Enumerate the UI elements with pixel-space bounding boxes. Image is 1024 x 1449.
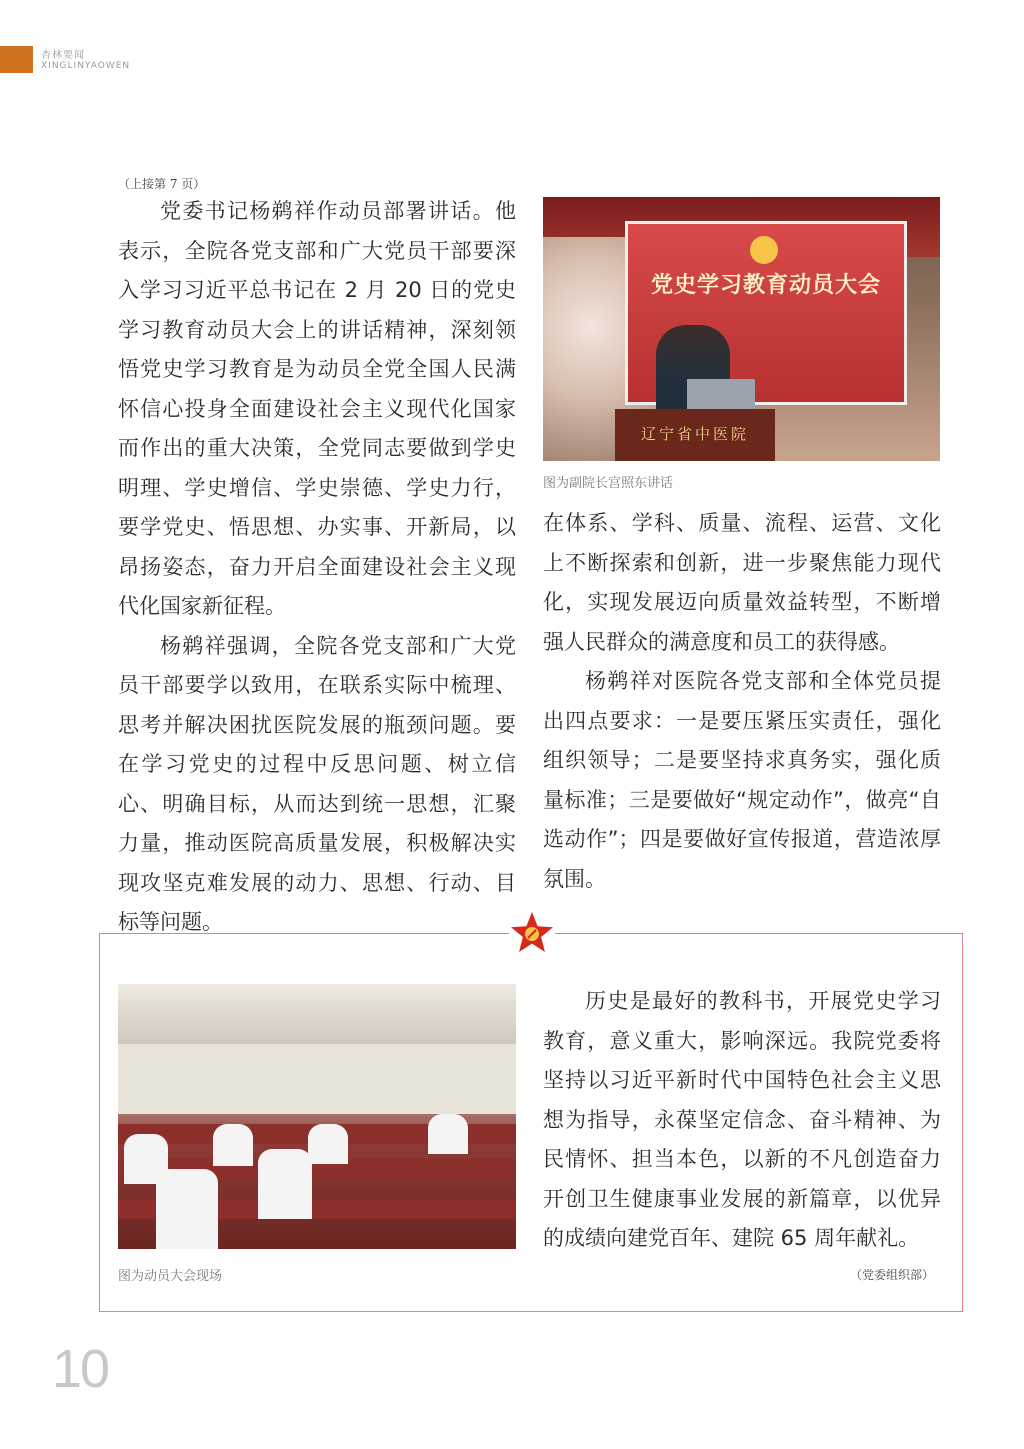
screen-title: 党史学习教育动员大会 xyxy=(650,273,881,298)
party-emblem-icon xyxy=(750,236,778,264)
ceiling xyxy=(118,984,516,1044)
paragraph: 党委书记杨鹈祥作动员部署讲话。他表示，全院各党支部和广大党员干部要深入学习习近平总书记在 2 月 20 日的党史学习教育动员大会上的讲话精神，深刻领悟党史学习教育是为动员全党全国人民满怀信心投身全面建设社会主义现代化国家而作出的重大决策，全党同志要做到学史明理、学史增信、学史崇德、学史力行，要学党史、悟思想、办实事、开新局，以昂扬姿态，奋力开启全面建设社会主义现代化国家新征程。 xyxy=(118,199,516,618)
paragraph: 杨鹈祥强调，全院各党支部和广大党员干部要学以致用，在联系实际中梳理、思考并解决困扰医院发展的瓶颈问题。要在学习党史的过程中反思问题、树立信心、明确目标，从而达到统一思想，汇聚力量，推动医院高质量发展，积极解决实现攻坚克难发展的动力、思想、行动、目标等问题。 xyxy=(118,633,516,934)
page-number: 10 xyxy=(52,1339,109,1399)
closing-text xyxy=(543,982,941,1259)
continued-note: （上接第 7 页） xyxy=(118,177,206,191)
attendee xyxy=(258,1149,312,1219)
attendee xyxy=(308,1124,348,1164)
left-column xyxy=(118,192,516,943)
right-column xyxy=(543,504,941,899)
attendee xyxy=(428,1114,468,1154)
paragraph: 历史是最好的教科书，开展党史学习教育，意义重大，影响深远。我院党委将坚持以习近平新时代中国特色社会主义思想为指导，永葆坚定信念、奋斗精神、为民情怀、担当本色，以新的不凡创造奋力开创卫生健康事业发展的新篇章，以优异的成绩向建党百年、建院 65 周年献礼。 xyxy=(543,989,941,1250)
section-title: 杏林要闻 xyxy=(41,50,85,61)
section-subtitle: XINGLINYAOWEN xyxy=(41,61,131,71)
attendee xyxy=(124,1134,168,1184)
photo-caption: 图为副院长宫照东讲话 xyxy=(543,476,674,491)
party-star-icon xyxy=(509,910,555,956)
speaker-photo xyxy=(543,197,940,461)
podium xyxy=(615,409,775,461)
paragraph: 杨鹈祥对医院各党支部和全体党员提出四点要求：一是要压紧压实责任，强化组织领导；二是要坚持求真务实，强化质量标准；三是要做好“规定动作”，做亮“自选动作”；四是要做好宣传报道，营造浓厚氛围。 xyxy=(543,669,941,891)
laptop xyxy=(687,379,755,409)
attendee xyxy=(213,1124,253,1166)
audience-photo xyxy=(118,984,516,1249)
photo-caption: 图为动员大会现场 xyxy=(118,1269,223,1284)
wall xyxy=(118,1044,516,1114)
podium-sign: 辽宁省中医院 xyxy=(640,425,749,443)
paragraph: 在体系、学科、质量、流程、运营、文化上不断探索和创新，进一步聚焦能力现代化，实现发展迈向质量效益转型，不断增强人民群众的满意度和员工的获得感。 xyxy=(543,511,941,654)
header-accent-bar xyxy=(0,46,33,73)
signature: （党委组织部） xyxy=(850,1268,935,1282)
